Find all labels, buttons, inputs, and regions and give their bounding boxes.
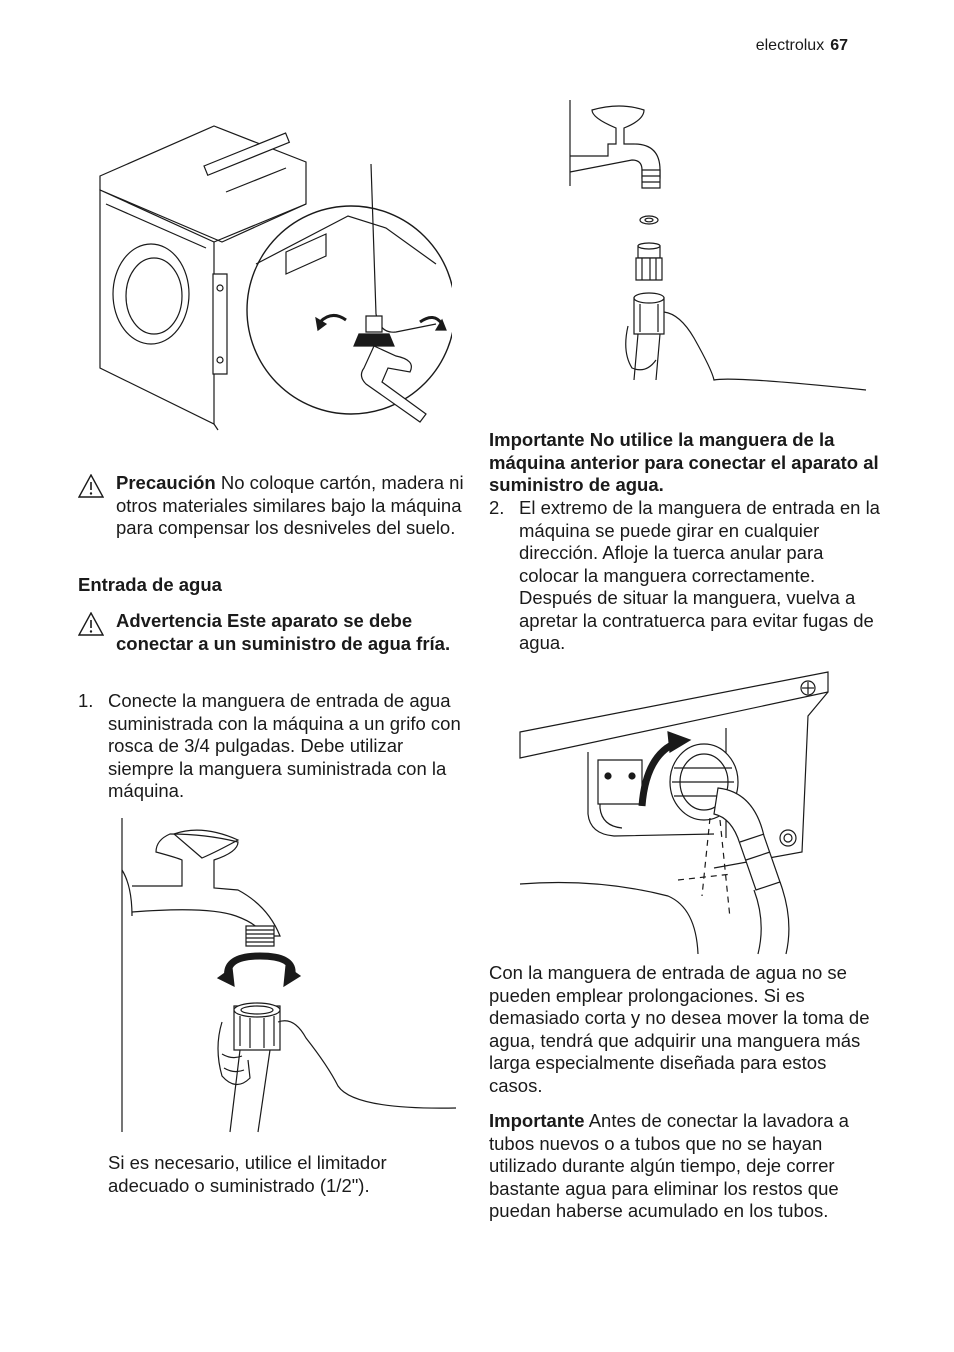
page-header xyxy=(756,37,848,55)
important-note-1: Importante No utilice la manguera de la máquina anterior para conectar el aparato al suministro de agua. xyxy=(489,429,879,495)
step-2 xyxy=(489,497,881,657)
step-1-text: Conecte la manguera de entrada de agua suministrada con la máquina a un grifo con rosca de 3/4 pulgadas. Debe utilizar siempre la manguera suministrada con la máquina. xyxy=(108,690,461,801)
caution-body: No coloque cartón, madera ni otros materiales similares bajo la máquina para compensar los desniveles del suelo. xyxy=(116,472,464,538)
warning-text: Advertencia Este aparato se debe conectar a un suministro de agua fría. xyxy=(116,610,451,654)
tap-limiter-exploded-illustration xyxy=(560,98,868,394)
page-number: 67 xyxy=(830,37,848,54)
important-note-2 xyxy=(489,1110,881,1223)
important-2-label: Importante xyxy=(489,1110,585,1131)
limiter-note: Si es necesario, utilice el limitador adecuado o suministrado (1/2"). xyxy=(108,1152,387,1196)
washing-machine-leveling-illustration xyxy=(96,124,452,434)
extension-note: Con la manguera de entrada de agua no se pueden emplear prolongaciones. Si es demasiado corta y no desea mover la toma de agua, tendrá que adquirir una manguera más larga especialmente diseñada para estos casos. xyxy=(489,962,870,1096)
caution-triangle-icon xyxy=(78,474,104,498)
brand-name: electrolux xyxy=(755,37,825,54)
tap-hose-connection-illustration xyxy=(118,816,458,1134)
machine-inlet-rotation-illustration xyxy=(518,668,832,958)
step-2-text: El extremo de la manguera de entrada en la máquina se puede girar en cualquier dirección. Afloje la tuerca anular para colocar la manguera correctamente. Después de situar la manguera, vuelva a apretar la contratuerca para evitar fugas de agua. xyxy=(519,497,880,653)
warning-block xyxy=(78,610,468,680)
important-2-body: Antes de conectar la lavadora a tubos nuevos o a tubos que no se hayan utilizado durante algún tiempo, deje correr bastante agua para eliminar los restos que puedan haberse acumulado en los tubos. xyxy=(489,1110,849,1221)
section-title-water-inlet: Entrada de agua xyxy=(78,574,222,595)
warning-triangle-icon xyxy=(78,612,104,636)
step-2-number: 2. xyxy=(489,497,505,518)
step-1-number: 1. xyxy=(78,690,94,711)
caution-block xyxy=(78,472,468,564)
caution-text xyxy=(116,472,466,540)
step-1 xyxy=(78,690,468,806)
caution-label: Precaución xyxy=(116,472,216,493)
